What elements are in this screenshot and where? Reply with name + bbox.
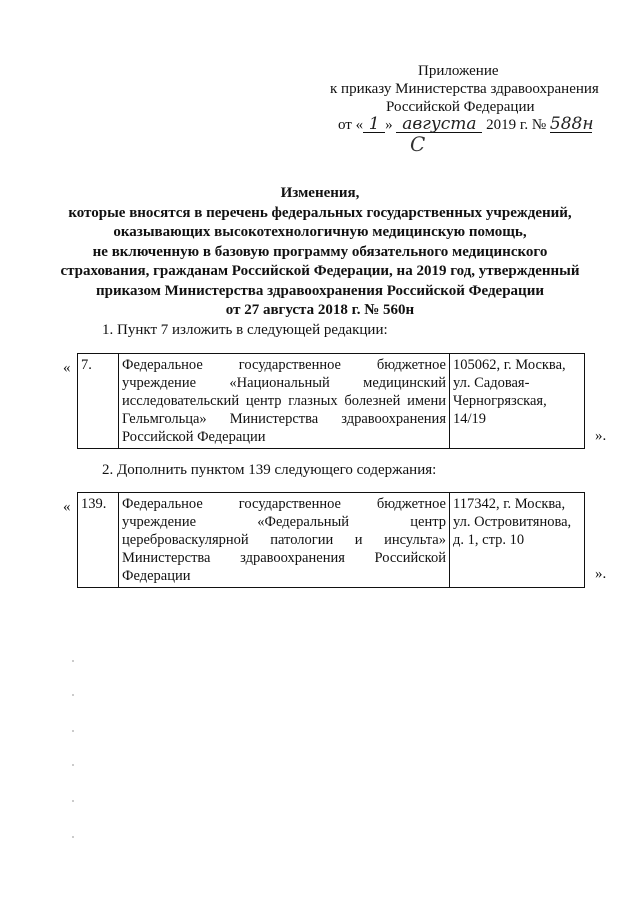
item-number-cell: 139. (78, 493, 119, 588)
item-1-table (77, 353, 585, 449)
institution-name-cell: Федеральное государственное бюджетное учреждение «Федеральный центр цереброваскулярной патологии и инсульта» Министерства здравоохранения Российской Федерации (119, 493, 450, 588)
address-cell: 117342, г. Москва, ул. Островитянова, д. 1, стр. 10 (450, 493, 585, 588)
item-1-open-quote: « (63, 360, 71, 376)
handwritten-flourish: С (410, 132, 426, 156)
order-reference: к приказу Министерства здравоохранения (330, 81, 599, 97)
order-date-line (338, 116, 592, 135)
table-row (78, 354, 585, 449)
scan-artifact-dots (72, 660, 76, 850)
ministry-country: Российской Федерации (386, 99, 535, 115)
item-2-intro: 2. Дополнить пунктом 139 следующего содержания: (102, 462, 437, 478)
title-line: которые вносятся в перечень федеральных государственных учреждений, (68, 204, 572, 221)
address-cell: 105062, г. Москва, ул. Садовая-Черногрязская, 14/19 (450, 354, 585, 449)
date-year: 2019 г. № (486, 117, 547, 133)
institution-name-cell: Федеральное государственное бюджетное учреждение «Национальный медицинский исследовательский центр глазных болезней имени Гельмгольца» Министерства здравоохранения Российской Федерации (119, 354, 450, 449)
item-1-close-quote: ». (595, 428, 607, 444)
title-line: страхования, гражданам Российской Федерации, на 2019 год, утвержденный (60, 263, 580, 279)
item-2-close-quote: ». (595, 566, 607, 582)
title-line: оказывающих высокотехнологичную медицинскую помощь, (113, 224, 527, 240)
appendix-label: Приложение (418, 63, 499, 79)
title-line: Изменения, (280, 185, 360, 201)
item-number-cell: 7. (78, 354, 119, 449)
document-title (40, 184, 600, 321)
table-row (78, 493, 585, 588)
date-prefix: от « (338, 117, 364, 133)
item-2-open-quote: « (63, 499, 71, 515)
item-1-intro: 1. Пункт 7 изложить в следующей редакции: (102, 322, 388, 338)
date-mid: » (385, 117, 393, 133)
title-line: от 27 августа 2018 г. № 560н (225, 302, 415, 318)
date-day-handwritten: 1 (363, 116, 385, 133)
title-line: не включенную в базовую программу обязательного медицинского (92, 243, 548, 260)
date-month-handwritten: августа (396, 116, 482, 133)
title-line: приказом Министерства здравоохранения Российской Федерации (95, 282, 544, 299)
item-2-table (77, 492, 585, 588)
order-number-handwritten: 588н (549, 114, 594, 134)
